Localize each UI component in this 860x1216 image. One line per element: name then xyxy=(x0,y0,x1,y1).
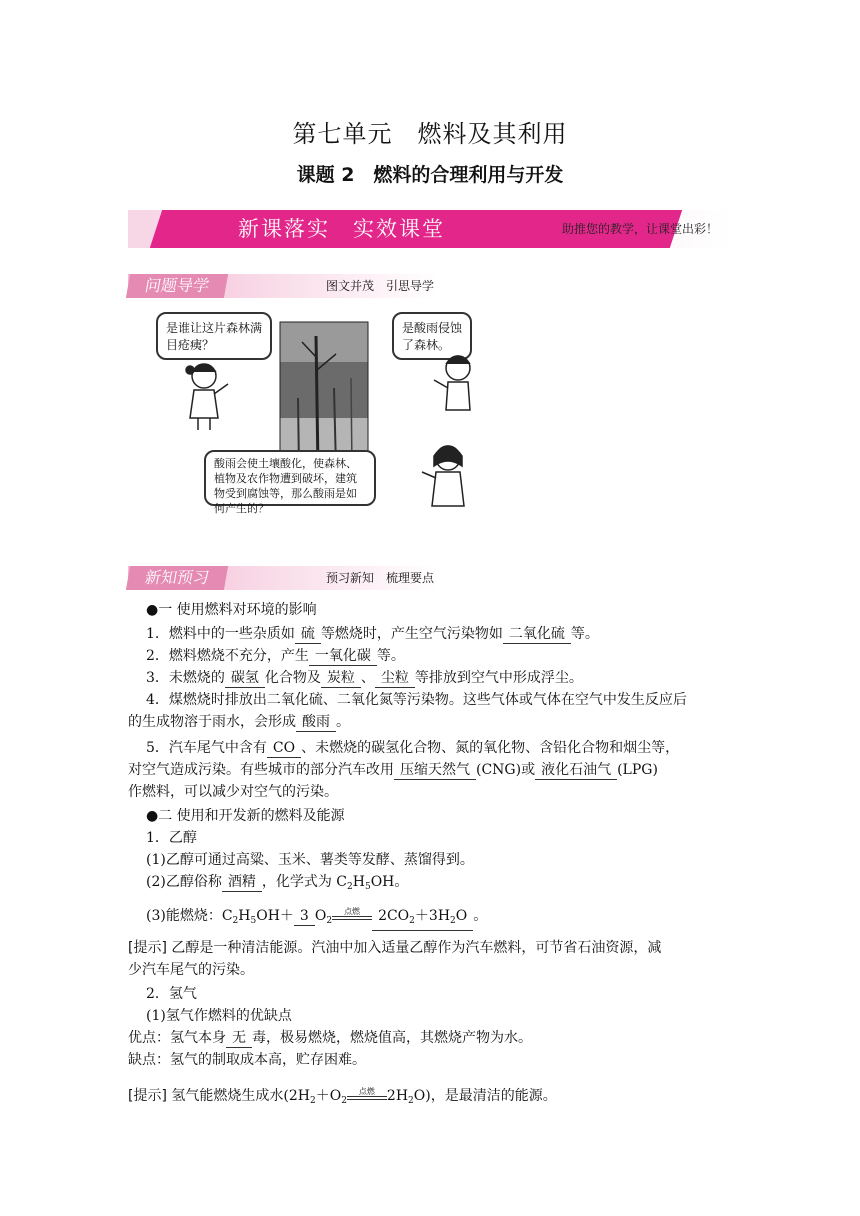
ethanol-equation: (3)能燃烧：$C_2H_5OH+ 3$ $O_2$ 点燃 $2CO_2+3H_2O$ 。 xyxy=(146,906,487,933)
answer-blank: 碳氢 xyxy=(225,670,265,688)
heading-one: ●一 使用燃料对环境的影响 xyxy=(146,602,317,618)
item-4-cont: 的生成物溶于雨水，会形成 酸雨 。 xyxy=(128,714,350,730)
lesson-title: 课题 2 燃料的合理利用与开发 xyxy=(296,164,564,186)
ethanol-source: (1)乙醇可通过高粱、玉米、薯类等发酵、蒸馏得到。 xyxy=(146,852,474,868)
subsection-hydrogen: 2．氢气 xyxy=(146,986,197,1002)
banner-main-text: 新课落实 实效课堂 xyxy=(238,217,445,241)
banner xyxy=(128,210,732,248)
section-header-preview xyxy=(128,566,438,590)
answer-blank: 一氧化碳 xyxy=(309,648,377,666)
answer-blank: 酒精 xyxy=(222,874,262,892)
item-5-cont2: 作燃料，可以减少对空气的污染。 xyxy=(128,784,338,800)
section-note: 预习新知 梳理要点 xyxy=(325,571,434,585)
answer-blank: 酸雨 xyxy=(296,714,336,732)
hint-ethanol-cont: 少汽车尾气的污染。 xyxy=(128,962,254,978)
hydrogen-pros: 优点：氢气本身 无 毒，极易燃烧，燃烧值高，其燃烧产物为水。 xyxy=(128,1030,532,1046)
section-header-problem xyxy=(128,274,438,298)
girl-character xyxy=(186,364,228,430)
speech-bubble-right: 是酸雨侵蚀了森林。 xyxy=(392,312,472,360)
section-label: 新知预习 xyxy=(126,566,228,590)
hydrogen-cons: 缺点：氢气的制取成本高，贮存困难。 xyxy=(128,1052,366,1068)
hint-label: [提示] xyxy=(128,940,167,956)
item-1: 1．燃料中的一些杂质如 硫 等燃烧时，产生空气污染物如 二氧化硫 等。 xyxy=(146,626,599,642)
hint-hydrogen: [提示] 氢气能燃烧生成水($2H_2+O_2$ 点燃 $2H_2O$)，是最清洁的能源。 xyxy=(128,1087,557,1106)
reaction-arrow: 点燃 xyxy=(347,1092,387,1100)
item-4: 4．煤燃烧时排放出二氧化硫、二氧化氮等污染物。这些气体或气体在空气中发生反应后 xyxy=(146,692,687,708)
section-note: 图文并茂 引思导学 xyxy=(325,279,434,293)
item-5-cont: 对空气造成污染。有些城市的部分汽车改用 压缩天然气 (CNG)或 液化石油气 (LPG) xyxy=(128,762,658,778)
teacher-character xyxy=(418,440,478,510)
banner-tagline: 助推您的教学，让课堂出彩！ xyxy=(561,222,718,236)
answer-blank: 尘粒 xyxy=(375,670,415,688)
answer-blank: 3 xyxy=(294,908,315,926)
hint-ethanol: [提示] 乙醇是一种清洁能源。汽油中加入适量乙醇作为汽车燃料，可节省石油资源，减 xyxy=(128,940,662,956)
reaction-arrow: 点燃 xyxy=(332,912,372,920)
section-label: 问题导学 xyxy=(126,274,228,298)
answer-blank: 压缩天然气 xyxy=(394,762,476,780)
answer-blank: 液化石油气 xyxy=(535,762,617,780)
answer-blank: 二氧化硫 xyxy=(503,626,571,644)
item-5: 5．汽车尾气中含有 CO 、未燃烧的碳氢化合物、氮的氧化物、含铅化合物和烟尘等， xyxy=(146,740,680,756)
answer-blank: $2CO_2+3H_2O$ xyxy=(372,908,473,931)
speech-bubble-bottom: 酸雨会使土壤酸化，使森林、植物及农作物遭到破坏，建筑物受到腐蚀等，那么酸雨是如何产生的？ xyxy=(204,450,376,506)
hydrogen-proscons: (1)氢气作燃料的优缺点 xyxy=(146,1008,292,1024)
answer-blank: 无 xyxy=(226,1030,252,1048)
answer-blank: CO xyxy=(267,740,301,758)
heading-two: ●二 使用和开发新的燃料及能源 xyxy=(146,808,345,824)
item-2: 2．燃料燃烧不充分，产生 一氧化碳 等。 xyxy=(146,648,405,664)
answer-blank: 炭粒 xyxy=(321,670,361,688)
ethanol-name: (2)乙醇俗称 酒精 ，化学式为 $C_2H_5OH$。 xyxy=(146,874,409,892)
unit-title: 第七单元 燃料及其利用 xyxy=(292,120,568,148)
item-3: 3．未燃烧的 碳氢 化合物及 炭粒 、 尘粒 等排放到空气中形成浮尘。 xyxy=(146,670,583,686)
answer-blank: 硫 xyxy=(295,626,321,644)
boy-character xyxy=(434,356,470,410)
hint-label: [提示] xyxy=(128,1088,167,1104)
speech-bubble-left: 是谁让这片森林满目疮痍？ xyxy=(156,312,272,360)
subsection-ethanol: 1．乙醇 xyxy=(146,830,197,846)
